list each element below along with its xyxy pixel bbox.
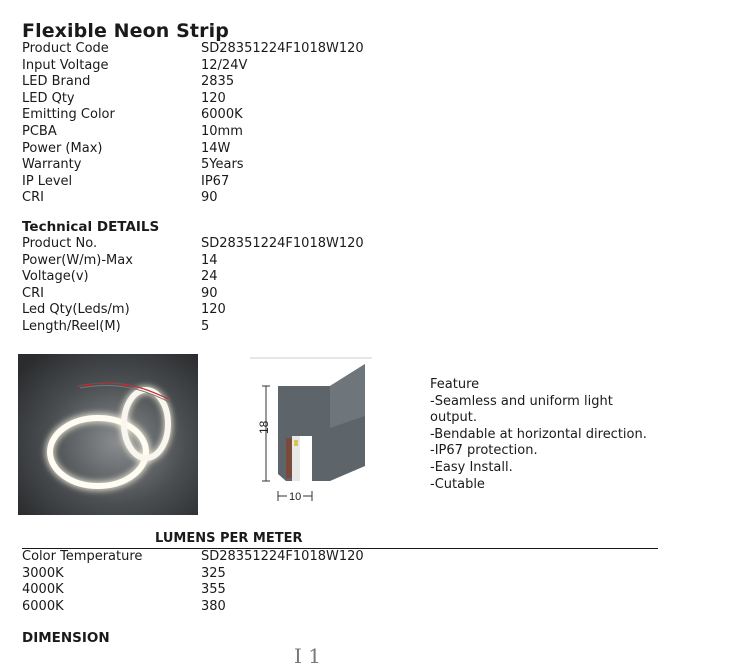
lumens-label: Color Temperature — [22, 549, 143, 564]
dimension-heading: DIMENSION — [22, 630, 110, 646]
spec-label: IP Level — [22, 173, 73, 189]
lumens-heading: LUMENS PER METER — [155, 531, 303, 546]
technical-label: Voltage(v) — [22, 269, 89, 285]
dimension-partial-mark: I 1 — [294, 644, 321, 668]
feature-item: -IP67 protection. — [430, 443, 538, 459]
technical-label: Product No. — [22, 236, 98, 251]
spec-label: Emitting Color — [22, 107, 115, 123]
feature-heading: Feature — [430, 377, 480, 392]
lumens-label: 4000K — [22, 582, 64, 598]
spec-value: 12/24V — [201, 57, 248, 73]
technical-value: 120 — [201, 302, 226, 318]
feature-item: -Easy Install. — [430, 459, 513, 475]
feature-item: -Cutable — [430, 476, 485, 492]
spec-label: LED Qty — [22, 90, 75, 106]
spec-value: 120 — [201, 90, 226, 106]
technical-label: Led Qty(Leds/m) — [22, 302, 130, 318]
lumens-label: 6000K — [22, 598, 64, 614]
lumens-value: 355 — [201, 582, 226, 598]
spec-label: CRI — [22, 190, 44, 206]
spec-label: Product Code — [22, 41, 109, 56]
spec-value: 14W — [201, 140, 231, 156]
product-photo — [18, 354, 198, 515]
cross-section-diagram — [250, 356, 372, 506]
feature-list — [430, 377, 670, 493]
technical-heading: Technical DETAILS — [22, 219, 160, 235]
spec-value: 90 — [201, 190, 218, 206]
spec-value: SD28351224F1018W120 — [201, 41, 364, 56]
profile-drawing — [250, 356, 372, 506]
spec-value: IP67 — [201, 173, 230, 189]
spec-value: 6000K — [201, 107, 243, 123]
technical-value: 5 — [201, 318, 210, 334]
spec-label: Input Voltage — [22, 57, 109, 73]
technical-label: Power(W/m)-Max — [22, 252, 133, 268]
technical-value: 14 — [201, 252, 218, 268]
spec-label: Warranty — [22, 157, 82, 173]
spec-label: PCBA — [22, 123, 57, 139]
feature-item: -Seamless and uniform light output. — [430, 393, 613, 426]
technical-label: Length/Reel(M) — [22, 318, 121, 334]
spec-value: 5Years — [201, 157, 244, 173]
technical-label: CRI — [22, 285, 44, 301]
technical-value: SD28351224F1018W120 — [201, 236, 364, 251]
height-dimension-label: 18 — [257, 420, 271, 434]
spec-value: 10mm — [201, 123, 243, 139]
technical-value: 24 — [201, 269, 218, 285]
spec-label: LED Brand — [22, 74, 91, 90]
width-dimension-label: 10 — [289, 491, 302, 503]
lumens-value: SD28351224F1018W120 — [201, 549, 364, 564]
lumens-value: 325 — [201, 565, 226, 581]
lumens-label: 3000K — [22, 565, 64, 581]
feature-item: -Bendable at horizontal direction. — [430, 426, 647, 442]
product-title: Flexible Neon Strip — [22, 20, 229, 42]
technical-value: 90 — [201, 285, 218, 301]
spec-label: Power (Max) — [22, 140, 103, 156]
neon-coil-illustration — [18, 354, 198, 515]
spec-value: 2835 — [201, 74, 235, 90]
lumens-value: 380 — [201, 598, 226, 614]
